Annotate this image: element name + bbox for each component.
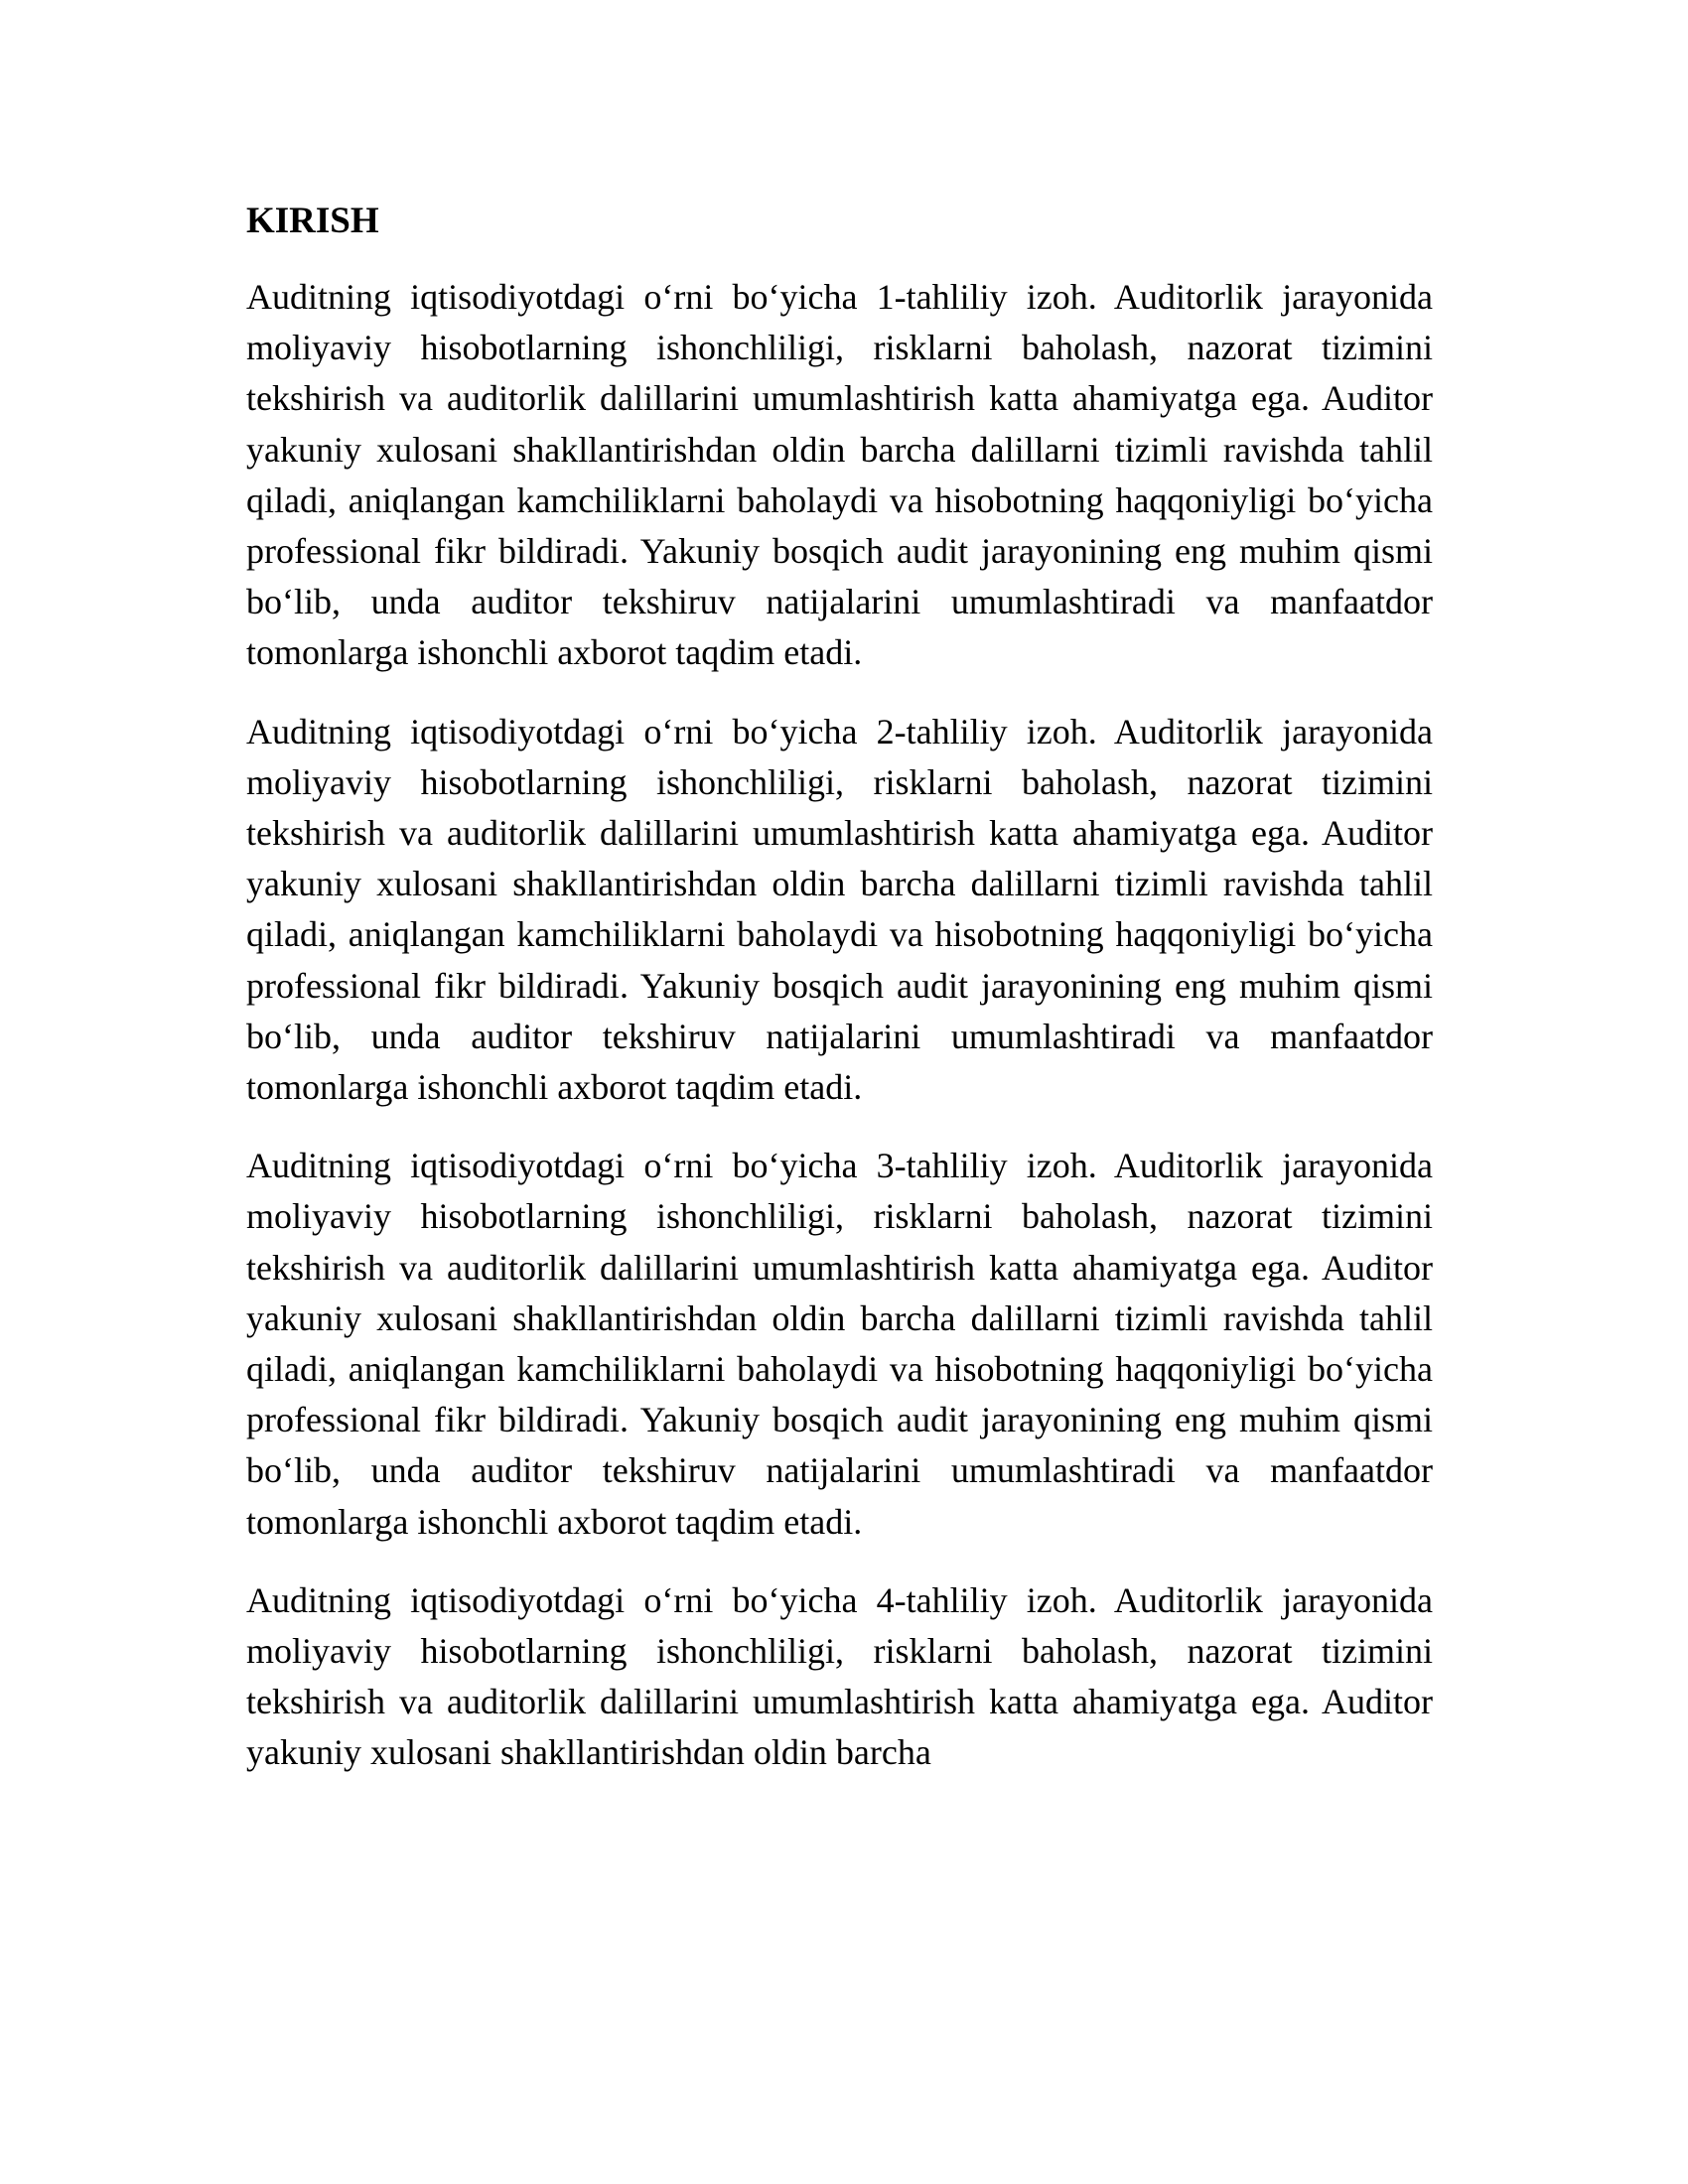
- page-content: [246, 195, 1433, 1779]
- paragraph-1: Auditning iqtisodiyotdagi o‘rni bo‘yicha 1-tahliliy izoh. Auditorlik jarayonida moliyaviy hisobotlarning ishonchliligi, risklarni baholash, nazorat tizimini tekshirish va auditorlik dalillarini umumlashtirish katta ahamiyatga ega. Auditor yakuniy xulosani shakllantirishdan oldin barcha dalillarni tizimli ravishda tahlil qiladi, aniqlangan kamchiliklarni baholaydi va hisobotning haqqoniyligi bo‘yicha professional fikr bildiradi. Yakuniy bosqich audit jarayonining eng muhim qismi bo‘lib, unda auditor tekshiruv natijalarini umumlashtiradi va manfaatdor tomonlarga ishonchli axborot taqdim etadi.: [246, 277, 1433, 673]
- section-heading: KIRISH: [246, 201, 379, 241]
- paragraph-2: Auditning iqtisodiyotdagi o‘rni bo‘yicha 2-tahliliy izoh. Auditorlik jarayonida moliyaviy hisobotlarning ishonchliligi, risklarni baholash, nazorat tizimini tekshirish va auditorlik dalillarini umumlashtirish katta ahamiyatga ega. Auditor yakuniy xulosani shakllantirishdan oldin barcha dalillarni tizimli ravishda tahlil qiladi, aniqlangan kamchiliklarni baholaydi va hisobotning haqqoniyligi bo‘yicha professional fikr bildiradi. Yakuniy bosqich audit jarayonining eng muhim qismi bo‘lib, unda auditor tekshiruv natijalarini umumlashtiradi va manfaatdor tomonlarga ishonchli axborot taqdim etadi.: [246, 711, 1433, 1108]
- paragraph-4: Auditning iqtisodiyotdagi o‘rni bo‘yicha 4-tahliliy izoh. Auditorlik jarayonida moliyaviy hisobotlarning ishonchliligi, risklarni baholash, nazorat tizimini tekshirish va auditorlik dalillarini umumlashtirish katta ahamiyatga ega. Auditor yakuniy xulosani shakllantirishdan oldin barcha: [246, 1579, 1433, 1773]
- paragraph-3: Auditning iqtisodiyotdagi o‘rni bo‘yicha 3-tahliliy izoh. Auditorlik jarayonida moliyaviy hisobotlarning ishonchliligi, risklarni baholash, nazorat tizimini tekshirish va auditorlik dalillarini umumlashtirish katta ahamiyatga ega. Auditor yakuniy xulosani shakllantirishdan oldin barcha dalillarni tizimli ravishda tahlil qiladi, aniqlangan kamchiliklarni baholaydi va hisobotning haqqoniyligi bo‘yicha professional fikr bildiradi. Yakuniy bosqich audit jarayonining eng muhim qismi bo‘lib, unda auditor tekshiruv natijalarini umumlashtiradi va manfaatdor tomonlarga ishonchli axborot taqdim etadi.: [246, 1146, 1433, 1542]
